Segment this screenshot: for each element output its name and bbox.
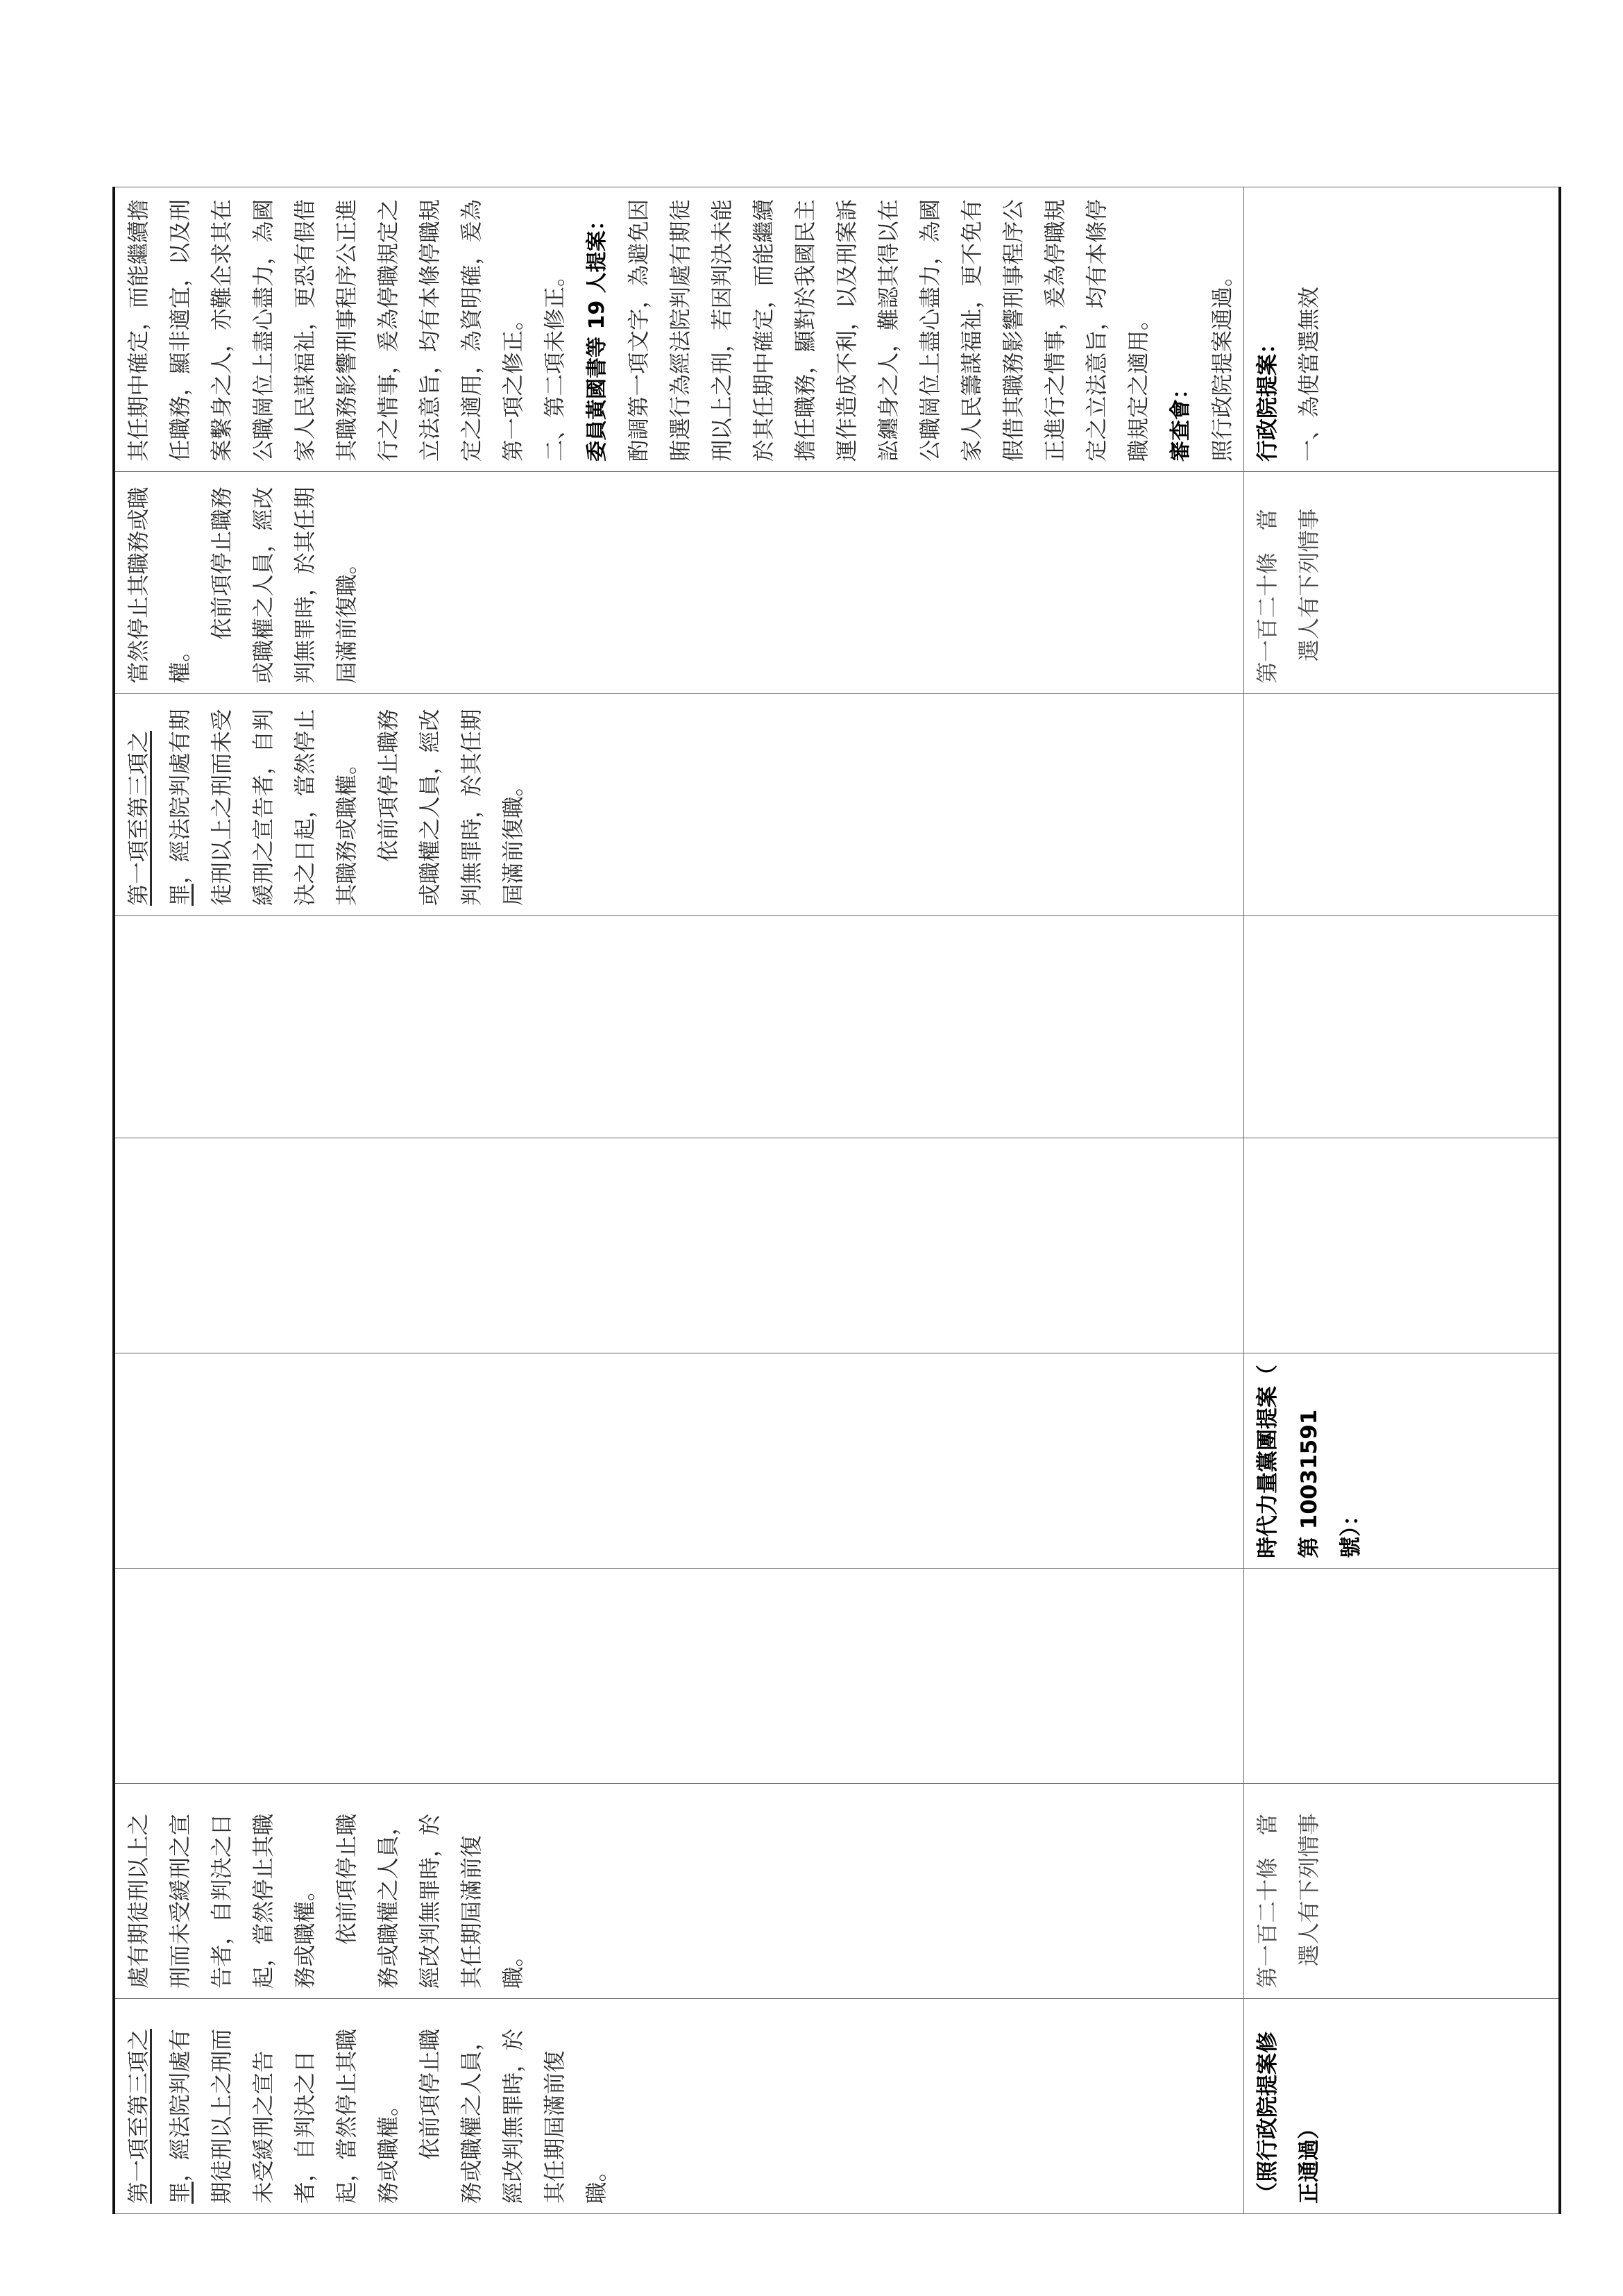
empty-cell [114,1138,1244,1353]
review-header-cell [1244,1999,1560,2214]
comparison-table-sheet [112,194,1497,2214]
review-text: 照行政院提案通過。 [1210,264,1235,462]
article-continuation: 選人有下列情事 [1297,508,1322,661]
review-text-cell [114,1999,1244,2214]
legislator-text: 酌調第一項文字，為避免因賄選行為經法院判處有期徒刑以上之刑，若因判決未能於其任期中確定，而能繼續擔任職務，顯對於我國民主運作造成不利，以及刑案訴訟纏身之人，難認其得以在公職崗位上盡心盡力，為國家人民籌謀福祉，更不免有假借其職務影響刑事程序公正進行之情事，爰為停職規定之立法意旨，均有本條停職規定之適用。 [627,199,1151,462]
article-number: 第一百二十條 當 [1255,508,1280,684]
underlined-text: 之罪 [126,2028,193,2204]
gov-proposal-item: 一、為使當選無效 [1297,286,1322,462]
body-text: 依前項停止職務或職權之人員，經改判無罪時，於其任期屆滿前復職。 [210,487,359,684]
body-text: 依前項停止職務或職權之人員，經改判無罪時，於其任期屆滿前復職。 [334,1813,526,1989]
comparison-table [112,187,1561,2214]
current-law-cell [114,1784,1244,1999]
legislator-label: 委員黃國書等 19 人提案： [585,210,609,462]
article-number: 第一百二十條 當 [1255,1813,1280,1989]
review-label: 審查會： [1169,378,1193,462]
empty-header-cell [1244,1569,1560,1784]
underlined-text: 第一項至第三項 [126,752,151,906]
current-law-cell-2 [114,472,1244,694]
gov-proposal-cell [1244,187,1560,472]
empty-header-cell [1244,694,1560,916]
body-text: 依前項停止職務或職權之人員，經改判無罪時，於其任期屆滿前復職。 [418,2028,609,2204]
body-text: 處有期徒刑以上之刑而未受緩刑之宣告者，自判決之日起，當然停止其職務或職權。 [126,1813,318,1989]
body-text: ，經法院判處有期徒刑以上之刑而未受緩刑之宣告者，自判決之日起，當然停止其職務或職權。 [168,709,359,906]
body-text: ，經法院判處有期徒刑以上之刑而未受緩刑之宣告者，自判決之日起，當然停止其職務或職權。 [168,2028,401,2204]
empty-cell [114,916,1244,1138]
review-result-label: （照行政院提案修 [1255,2032,1280,2204]
underlined-text: 第一項至第三項 [126,2050,151,2204]
proposal-text-cell [114,694,1244,916]
explanation-cell [114,187,1244,472]
party-proposal-label: 時代力量黨團提案（ [1255,1365,1280,1558]
body-text: 依前項停止職務或職權之人員，經改判無罪時，於其任期屆滿前復職。 [376,709,526,906]
party-header-cell [1244,1353,1560,1569]
empty-header-cell [1244,916,1560,1138]
review-result-label-cont: 正通過） [1297,2118,1322,2204]
reason-item: 二、第二項未修正。 [543,264,568,462]
gov-proposal-label: 行政院提案： [1255,332,1280,462]
body-text: 當然停止其職務或職權。 [126,487,193,684]
empty-header-cell [1244,1138,1560,1353]
party-proposal-number: 第 10031591 號）： [1297,1409,1363,1558]
article-header-cell-2 [1244,472,1560,694]
empty-cell [114,1569,1244,1784]
article-continuation: 選人有下列情事 [1297,1813,1322,1966]
article-header-cell [1244,1784,1560,1999]
underlined-text: 之罪 [126,730,193,906]
reason-text: 其任期中確定，而能繼續擔任職務，顯非適宜，以及刑案繫身之人，亦難企求其在公職崗位上盡心盡力，為國家人民謀福祉，更恐有假借其職務影響刑事程序公正進行之情事，爰為停職規定之立法意旨，均有本條停職規定之適用，為資明確，爰為第一項之修正。 [126,199,526,462]
empty-cell [114,1353,1244,1569]
